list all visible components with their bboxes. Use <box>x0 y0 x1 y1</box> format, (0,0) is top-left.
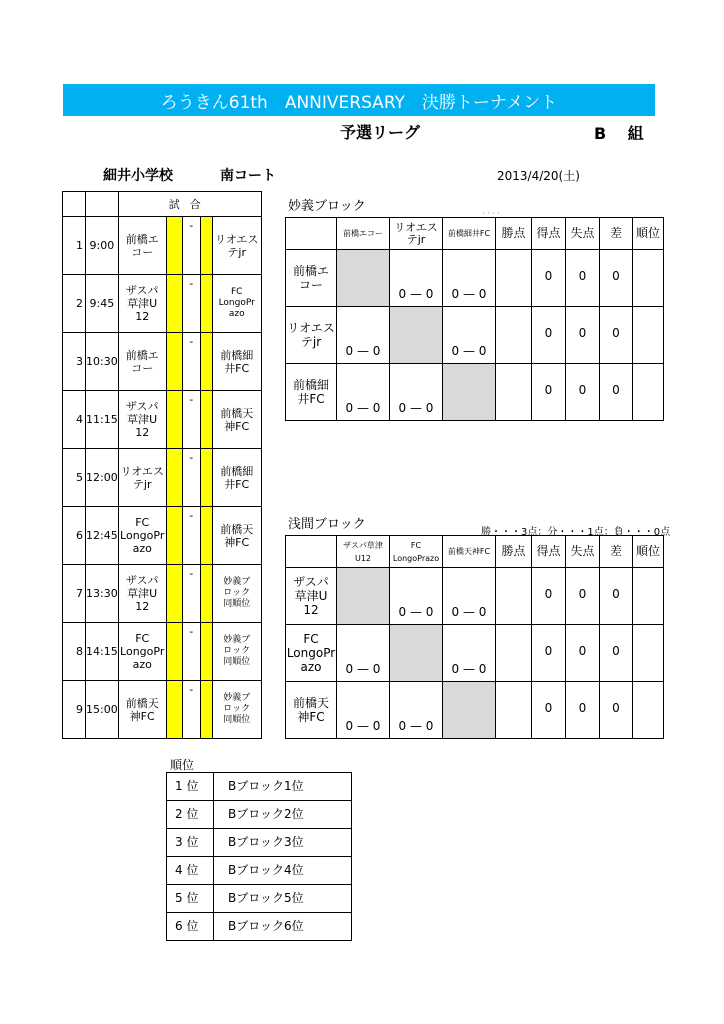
team-column-header: 前橋エコー <box>337 218 390 250</box>
stat-value: 0 <box>566 625 600 682</box>
stat-value: 0 <box>600 364 633 421</box>
text-line: 草津U <box>127 413 158 426</box>
stat-value <box>633 307 664 364</box>
text-line: 草津U <box>127 587 158 600</box>
text-line: LongoPr <box>120 645 165 658</box>
stat-value: 0 <box>600 307 633 364</box>
stat-header: 順位 <box>633 218 664 250</box>
score-separator: - <box>182 449 200 507</box>
result-cell: 0 — 0 <box>390 682 443 739</box>
text-line: リオエス <box>214 232 259 246</box>
text-line: ロック <box>223 704 251 714</box>
home-score-cell[interactable] <box>166 623 182 681</box>
match-number: 7 <box>63 565 86 623</box>
match-time: 12:45 <box>86 507 119 565</box>
away-score-cell[interactable] <box>200 391 212 449</box>
text-line: コー <box>131 361 154 375</box>
score-separator: - <box>182 217 200 275</box>
text-line: ザスパ <box>125 400 159 413</box>
home-team <box>118 565 166 623</box>
match-time: 11:15 <box>86 391 119 449</box>
stat-value <box>496 250 532 307</box>
ranking-table <box>166 772 352 941</box>
score-separator: - <box>182 275 200 333</box>
match-time: 14:15 <box>86 623 119 681</box>
text-line: 妙義ブ <box>223 577 251 587</box>
ranking-row <box>167 857 352 885</box>
row-team-name: ザスパ 草津U 12 <box>286 568 337 625</box>
text-line: LongoPr <box>218 298 255 308</box>
schedule-row <box>63 623 262 681</box>
away-team <box>212 681 261 739</box>
text-line: FC <box>230 287 243 297</box>
result-cell: 0 — 0 <box>443 568 496 625</box>
text-line: テjr <box>227 245 246 259</box>
home-team <box>118 681 166 739</box>
text-line: 前橋細 <box>220 348 254 362</box>
block-row <box>286 250 664 307</box>
stat-value: 0 <box>600 625 633 682</box>
score-separator: - <box>182 333 200 391</box>
schedule-row <box>63 565 262 623</box>
self-match-cell <box>337 250 390 307</box>
match-time: 9:00 <box>86 217 119 275</box>
schedule-row <box>63 333 262 391</box>
self-match-cell <box>390 307 443 364</box>
score-separator: - <box>182 565 200 623</box>
group-label: B 組 <box>594 124 644 143</box>
result-cell: 0 — 0 <box>390 250 443 307</box>
text-line: 草津U <box>127 297 158 310</box>
rank-place: 4 位 <box>167 857 214 885</box>
schedule-row <box>63 391 262 449</box>
match-number: 6 <box>63 507 86 565</box>
text-line: ロック <box>223 646 251 656</box>
row-team-name: FC LongoPr azo <box>286 625 337 682</box>
block-row <box>286 568 664 625</box>
corner-cell <box>286 218 337 250</box>
text-line: 前橋エ <box>125 232 159 246</box>
home-score-cell[interactable] <box>166 333 182 391</box>
text-line: 前橋天 <box>220 522 254 536</box>
stat-value: 0 <box>532 307 566 364</box>
stat-value: 0 <box>566 364 600 421</box>
home-score-cell[interactable] <box>166 681 182 739</box>
schedule-row <box>63 507 262 565</box>
match-date: 2013/4/20(土) <box>497 169 580 183</box>
score-separator: - <box>182 623 200 681</box>
away-team <box>212 507 261 565</box>
result-cell: 0 — 0 <box>337 682 390 739</box>
stat-header: 得点 <box>532 536 566 568</box>
text-line: 同順位 <box>223 599 251 609</box>
text-line: FC <box>135 516 150 529</box>
rank-team: Bブロック5位 <box>214 885 352 913</box>
home-score-cell[interactable] <box>166 565 182 623</box>
text-line: 神FC <box>129 709 155 723</box>
result-cell: 0 — 0 <box>390 364 443 421</box>
stat-header: 差 <box>600 536 633 568</box>
ranking-title: 順位 <box>170 758 195 772</box>
team-column-header: FC LongoPrazo <box>390 536 443 568</box>
stat-value: 0 <box>600 682 633 739</box>
text-line: 12 <box>135 600 150 613</box>
stat-value: 0 <box>600 250 633 307</box>
block-a-dots: ・・・・ <box>481 211 502 217</box>
row-team-name: 前橋エ コー <box>286 250 337 307</box>
self-match-cell <box>443 682 496 739</box>
text-line: 同順位 <box>223 715 251 725</box>
team-column-header: 前橋天神FC <box>443 536 496 568</box>
home-team <box>118 275 166 333</box>
text-line: 井FC <box>224 477 250 491</box>
schedule-header: 試合 <box>118 192 261 217</box>
away-score-cell[interactable] <box>200 681 212 739</box>
home-team <box>118 217 166 275</box>
block-header-row <box>286 218 664 250</box>
match-time: 10:30 <box>86 333 119 391</box>
rank-place: 6 位 <box>167 913 214 941</box>
match-number: 3 <box>63 333 86 391</box>
text-line: 妙義ブ <box>223 635 251 645</box>
stat-value: 0 <box>566 307 600 364</box>
row-team-name: 前橋細 井FC <box>286 364 337 421</box>
ranking-row <box>167 773 352 801</box>
match-schedule-table <box>62 191 262 739</box>
text-line: azo <box>132 658 152 671</box>
match-time: 12:00 <box>86 449 119 507</box>
text-line: azo <box>228 309 245 319</box>
text-line: 井FC <box>224 361 250 375</box>
stage-title: 予選リーグ <box>340 123 421 142</box>
away-score-cell[interactable] <box>200 449 212 507</box>
stat-value: 0 <box>532 682 566 739</box>
stat-value: 0 <box>600 568 633 625</box>
away-score-cell[interactable] <box>200 217 212 275</box>
block-a-title: 妙義ブロック <box>288 199 366 214</box>
away-team <box>212 275 261 333</box>
match-number: 9 <box>63 681 86 739</box>
stat-value <box>496 364 532 421</box>
block-row <box>286 364 664 421</box>
match-number: 2 <box>63 275 86 333</box>
corner-cell <box>286 536 337 568</box>
stat-header: 勝点 <box>496 218 532 250</box>
stat-header: 得点 <box>532 218 566 250</box>
rank-place: 1 位 <box>167 773 214 801</box>
self-match-cell <box>443 364 496 421</box>
result-cell: 0 — 0 <box>337 307 390 364</box>
text-line: 神FC <box>224 535 250 549</box>
away-team <box>212 333 261 391</box>
stat-value: 0 <box>532 250 566 307</box>
points-rule-note: 勝・・・3点：分・・・1点：負・・・0点 <box>481 527 671 538</box>
stat-header: 差 <box>600 218 633 250</box>
rank-team: Bブロック6位 <box>214 913 352 941</box>
result-cell: 0 — 0 <box>337 364 390 421</box>
block-row <box>286 682 664 739</box>
rank-team: Bブロック3位 <box>214 829 352 857</box>
text-line: 前橋エ <box>125 348 159 362</box>
stat-header: 失点 <box>566 218 600 250</box>
stat-value <box>633 625 664 682</box>
self-match-cell <box>390 625 443 682</box>
away-score-cell[interactable] <box>200 507 212 565</box>
text-line: リオエス <box>120 464 164 478</box>
result-cell: 0 — 0 <box>443 250 496 307</box>
self-match-cell <box>337 568 390 625</box>
result-cell: 0 — 0 <box>443 307 496 364</box>
stat-value: 0 <box>532 568 566 625</box>
team-column-header: ザスパ草津U12 <box>337 536 390 568</box>
text-line: azo <box>132 542 152 555</box>
tournament-banner: ろうきん61th ANNIVERSARY 決勝トーナメント <box>63 84 655 116</box>
text-line: LongoPr <box>120 529 165 542</box>
text-line: ロック <box>223 588 251 598</box>
text-line: 妙義ブ <box>223 693 251 703</box>
stat-value: 0 <box>566 682 600 739</box>
result-cell: 0 — 0 <box>443 625 496 682</box>
home-team <box>118 333 166 391</box>
ranking-row <box>167 885 352 913</box>
ranking-row <box>167 829 352 857</box>
away-score-cell[interactable] <box>200 333 212 391</box>
home-score-cell[interactable] <box>166 217 182 275</box>
text-line: コー <box>131 245 154 259</box>
text-line: ザスパ <box>125 574 159 587</box>
block-b-table <box>285 535 664 739</box>
row-team-name: リオエス テjr <box>286 307 337 364</box>
ranking-row <box>167 913 352 941</box>
away-score-cell[interactable] <box>200 623 212 681</box>
rank-place: 2 位 <box>167 801 214 829</box>
text-line: 同順位 <box>223 657 251 667</box>
block-header-row <box>286 536 664 568</box>
text-line: 前橋細 <box>220 464 254 478</box>
schedule-row <box>63 275 262 333</box>
stat-value <box>496 307 532 364</box>
block-row <box>286 625 664 682</box>
home-score-cell[interactable] <box>166 275 182 333</box>
home-team <box>118 449 166 507</box>
away-score-cell[interactable] <box>200 565 212 623</box>
home-score-cell[interactable] <box>166 449 182 507</box>
text-line: ザスパ <box>125 284 159 297</box>
team-column-header: リオエステjr <box>390 218 443 250</box>
stat-value <box>633 682 664 739</box>
stat-header: 順位 <box>633 536 664 568</box>
score-separator: - <box>182 681 200 739</box>
block-a-table <box>285 217 664 421</box>
row-team-name: 前橋天 神FC <box>286 682 337 739</box>
away-team <box>212 217 261 275</box>
home-team <box>118 391 166 449</box>
away-team <box>212 449 261 507</box>
score-separator: - <box>182 507 200 565</box>
ranking-row <box>167 801 352 829</box>
match-number: 4 <box>63 391 86 449</box>
stat-value: 0 <box>566 568 600 625</box>
stat-header: 失点 <box>566 536 600 568</box>
venue-name: 細井小学校 <box>103 168 173 184</box>
stat-value <box>633 568 664 625</box>
home-score-cell[interactable] <box>166 391 182 449</box>
text-line: 12 <box>135 426 150 439</box>
match-time: 9:45 <box>86 275 119 333</box>
stat-value: 0 <box>532 364 566 421</box>
result-cell: 0 — 0 <box>337 625 390 682</box>
stat-value: 0 <box>566 250 600 307</box>
text-line: テjr <box>132 477 152 491</box>
stat-value <box>633 364 664 421</box>
block-row <box>286 307 664 364</box>
match-number: 5 <box>63 449 86 507</box>
away-score-cell[interactable] <box>200 275 212 333</box>
court-name: 南コート <box>220 168 276 184</box>
match-time: 15:00 <box>86 681 119 739</box>
match-number: 1 <box>63 217 86 275</box>
match-number: 8 <box>63 623 86 681</box>
stat-value: 0 <box>532 625 566 682</box>
rank-team: Bブロック4位 <box>214 857 352 885</box>
rank-place: 3 位 <box>167 829 214 857</box>
text-line: FC <box>135 632 150 645</box>
block-b-title: 浅間ブロック <box>288 517 366 532</box>
schedule-row <box>63 681 262 739</box>
text-line: 神FC <box>224 419 250 433</box>
stat-header: 勝点 <box>496 536 532 568</box>
score-separator: - <box>182 391 200 449</box>
home-score-cell[interactable] <box>166 507 182 565</box>
stat-value <box>496 568 532 625</box>
stat-value <box>496 625 532 682</box>
home-team <box>118 507 166 565</box>
rank-team: Bブロック2位 <box>214 801 352 829</box>
home-team <box>118 623 166 681</box>
result-cell: 0 — 0 <box>390 568 443 625</box>
stat-value <box>633 250 664 307</box>
schedule-row <box>63 217 262 275</box>
text-line: 前橋天 <box>125 696 159 710</box>
away-team <box>212 565 261 623</box>
match-time: 13:30 <box>86 565 119 623</box>
text-line: 12 <box>135 310 150 323</box>
away-team <box>212 623 261 681</box>
away-team <box>212 391 261 449</box>
rank-team: Bブロック1位 <box>214 773 352 801</box>
rank-place: 5 位 <box>167 885 214 913</box>
team-column-header: 前橋細井FC <box>443 218 496 250</box>
schedule-row <box>63 449 262 507</box>
stat-value <box>496 682 532 739</box>
text-line: 前橋天 <box>220 406 254 420</box>
